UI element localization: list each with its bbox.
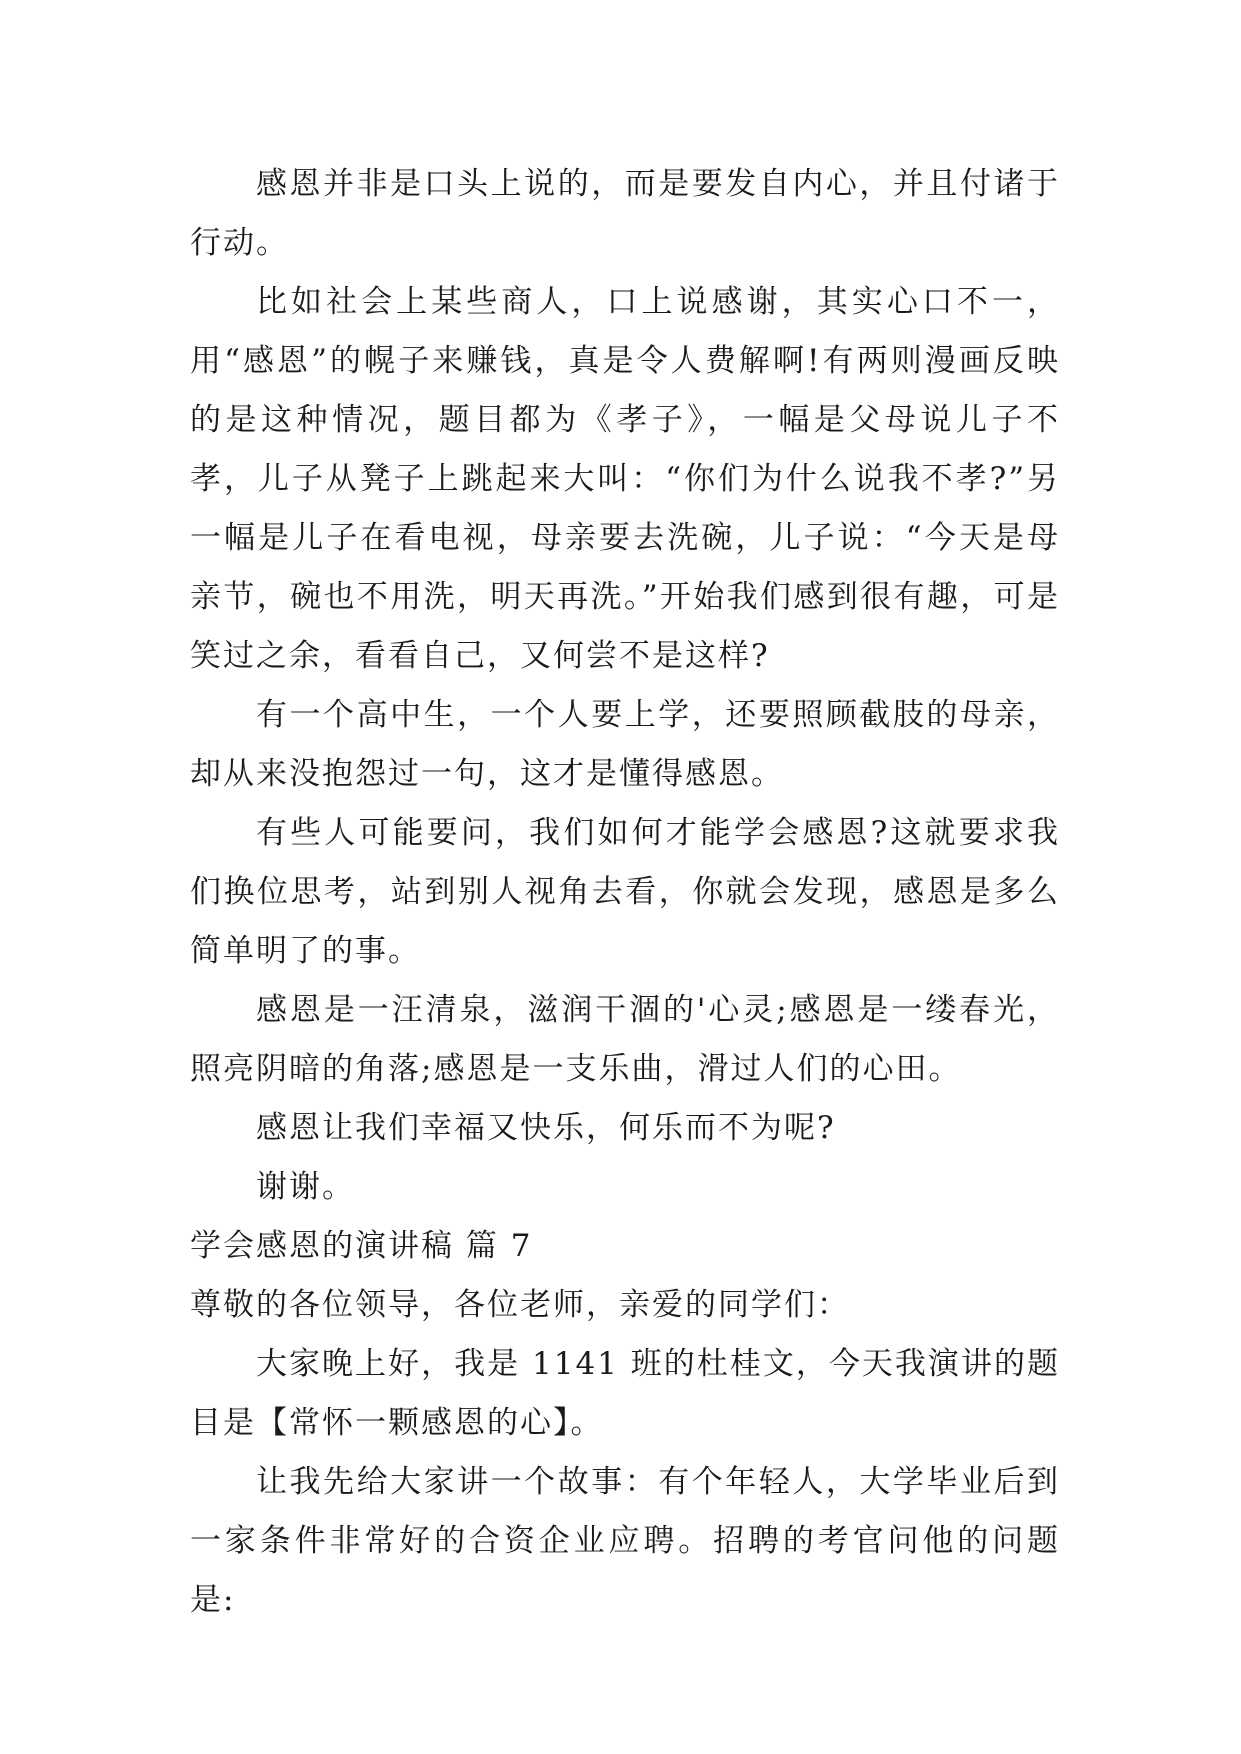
paragraph-comic-story: 比如社会上某些商人，口上说感谢，其实心口不一，用“感恩”的幌子来赚钱，真是令人费解啊!有两则漫画反映的是这种情况，题目都为《孝子》，一幅是父母说儿子不孝，儿子从凳子上跳起来大叫：“你们为什么说我不孝?”另一幅是儿子在看电视，母亲要去洗碗，儿子说：“今天是母亲节，碗也不用洗，明天再洗。”开始我们感到很有趣，可是笑过之余，看看自己，又何尝不是这样? [190, 284, 1060, 674]
paragraph-introduction: 大家晚上好，我是 1141 班的杜桂文，今天我演讲的题目是【常怀一颗感恩的心】。 [190, 1346, 1060, 1441]
paragraph-high-school-student: 有一个高中生，一个人要上学，还要照顾截肢的母亲，却从来没抱怨过一句，这才是懂得感恩。 [190, 697, 1060, 792]
paragraph-story-start: 让我先给大家讲一个故事：有个年轻人，大学毕业后到一家条件非常好的合资企业应聘。招聘的考官问他的问题是: [190, 1464, 1060, 1618]
section-heading: 学会感恩的演讲稿 篇 7 [190, 1228, 533, 1264]
salutation: 尊敬的各位领导，各位老师，亲爱的同学们： [190, 1287, 850, 1323]
paragraph-metaphors: 感恩是一汪清泉，滋润干涸的'心灵;感恩是一缕春光，照亮阴暗的角落;感恩是一支乐曲，滑过人们的心田。 [190, 992, 1060, 1087]
paragraph-happiness: 感恩让我们幸福又快乐，何乐而不为呢? [256, 1110, 836, 1146]
document-body [190, 155, 1060, 1630]
paragraph-gratitude-action: 感恩并非是口头上说的，而是要发自内心，并且付诸于行动。 [190, 166, 1060, 261]
paragraph-thanks: 谢谢。 [256, 1169, 355, 1205]
paragraph-how-to-learn: 有些人可能要问，我们如何才能学会感恩?这就要求我们换位思考，站到别人视角去看，你就会发现，感恩是多么简单明了的事。 [190, 815, 1060, 969]
